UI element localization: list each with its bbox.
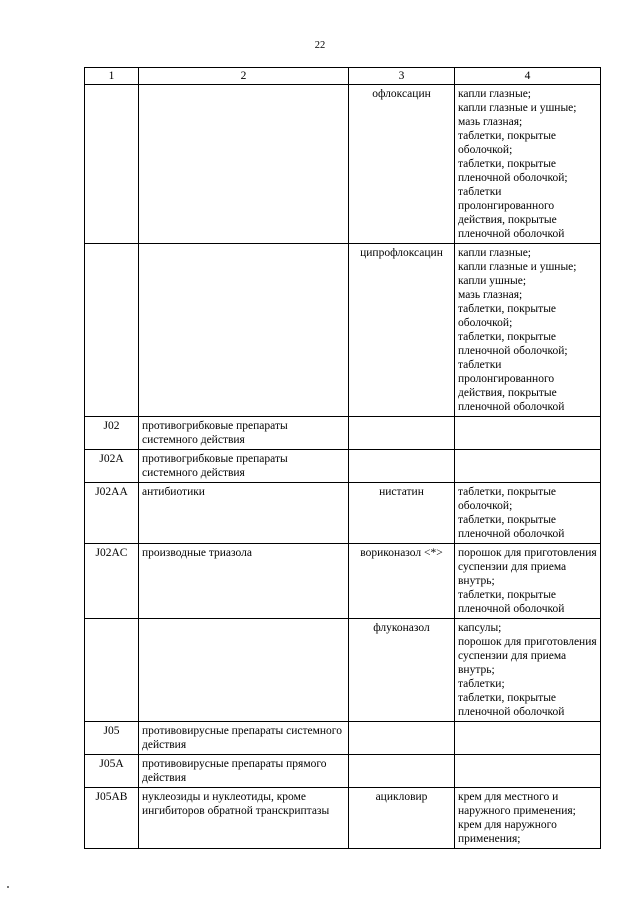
drug-name-cell: ацикловир (349, 788, 455, 849)
atc-code-cell: J02A (85, 450, 139, 483)
group-name-cell (139, 85, 349, 244)
atc-code-cell: J05AB (85, 788, 139, 849)
header-row (85, 68, 601, 85)
drug-name-cell (349, 755, 455, 788)
table-row (85, 85, 601, 244)
group-name-cell (139, 244, 349, 417)
group-name-cell: противовирусные препараты прямого действия (139, 755, 349, 788)
column-header-3: 3 (349, 68, 455, 85)
dosage-form-cell (455, 722, 601, 755)
table-row (85, 619, 601, 722)
table-row (85, 544, 601, 619)
table-row (85, 788, 601, 849)
dosage-form-cell: капли глазные; капли глазные и ушные; капли ушные; мазь глазная; таблетки, покрытые оболочкой; таблетки, покрытые пленочной оболочкой; таблетки пролонгированного действия, покрытые пленочной оболочкой (455, 244, 601, 417)
drug-table (84, 67, 601, 849)
dosage-form-cell: порошок для приготовления суспензии для приема внутрь; таблетки, покрытые пленочной оболочкой (455, 544, 601, 619)
table-row (85, 483, 601, 544)
column-header-2: 2 (139, 68, 349, 85)
table-row (85, 417, 601, 450)
group-name-cell: производные триазола (139, 544, 349, 619)
drug-name-cell (349, 417, 455, 450)
atc-code-cell (85, 85, 139, 244)
group-name-cell: противогрибковые препараты системного действия (139, 417, 349, 450)
dosage-form-cell: капли глазные; капли глазные и ушные; мазь глазная; таблетки, покрытые оболочкой; таблетки, покрытые пленочной оболочкой; таблетки пролонгированного действия, покрытые пленочной оболочкой (455, 85, 601, 244)
group-name-cell: антибиотики (139, 483, 349, 544)
drug-name-cell: ципрофлоксацин (349, 244, 455, 417)
dosage-form-cell: таблетки, покрытые оболочкой; таблетки, покрытые пленочной оболочкой (455, 483, 601, 544)
group-name-cell: противогрибковые препараты системного действия (139, 450, 349, 483)
table-row (85, 755, 601, 788)
table-row (85, 244, 601, 417)
table-row (85, 450, 601, 483)
atc-code-cell: J02AA (85, 483, 139, 544)
atc-code-cell: J02AC (85, 544, 139, 619)
atc-code-cell (85, 619, 139, 722)
dosage-form-cell (455, 450, 601, 483)
column-header-4: 4 (455, 68, 601, 85)
drug-name-cell: вориконазол <*> (349, 544, 455, 619)
group-name-cell: нуклеозиды и нуклеотиды, кроме ингибиторов обратной транскриптазы (139, 788, 349, 849)
drug-name-cell: флуконазол (349, 619, 455, 722)
atc-code-cell: J05A (85, 755, 139, 788)
drug-name-cell: офлоксацин (349, 85, 455, 244)
drug-name-cell: нистатин (349, 483, 455, 544)
page-number: 22 (314, 40, 326, 51)
drug-name-cell (349, 450, 455, 483)
dosage-form-cell: капсулы; порошок для приготовления суспензии для приема внутрь; таблетки; таблетки, покрытые пленочной оболочкой (455, 619, 601, 722)
atc-code-cell: J02 (85, 417, 139, 450)
dosage-form-cell (455, 417, 601, 450)
column-header-1: 1 (85, 68, 139, 85)
group-name-cell: противовирусные препараты системного действия (139, 722, 349, 755)
dosage-form-cell: крем для местного и наружного применения; крем для наружного применения; (455, 788, 601, 849)
scan-speck (7, 886, 9, 888)
table-body (85, 85, 601, 849)
atc-code-cell (85, 244, 139, 417)
dosage-form-cell (455, 755, 601, 788)
atc-code-cell: J05 (85, 722, 139, 755)
table-row (85, 722, 601, 755)
drug-name-cell (349, 722, 455, 755)
group-name-cell (139, 619, 349, 722)
